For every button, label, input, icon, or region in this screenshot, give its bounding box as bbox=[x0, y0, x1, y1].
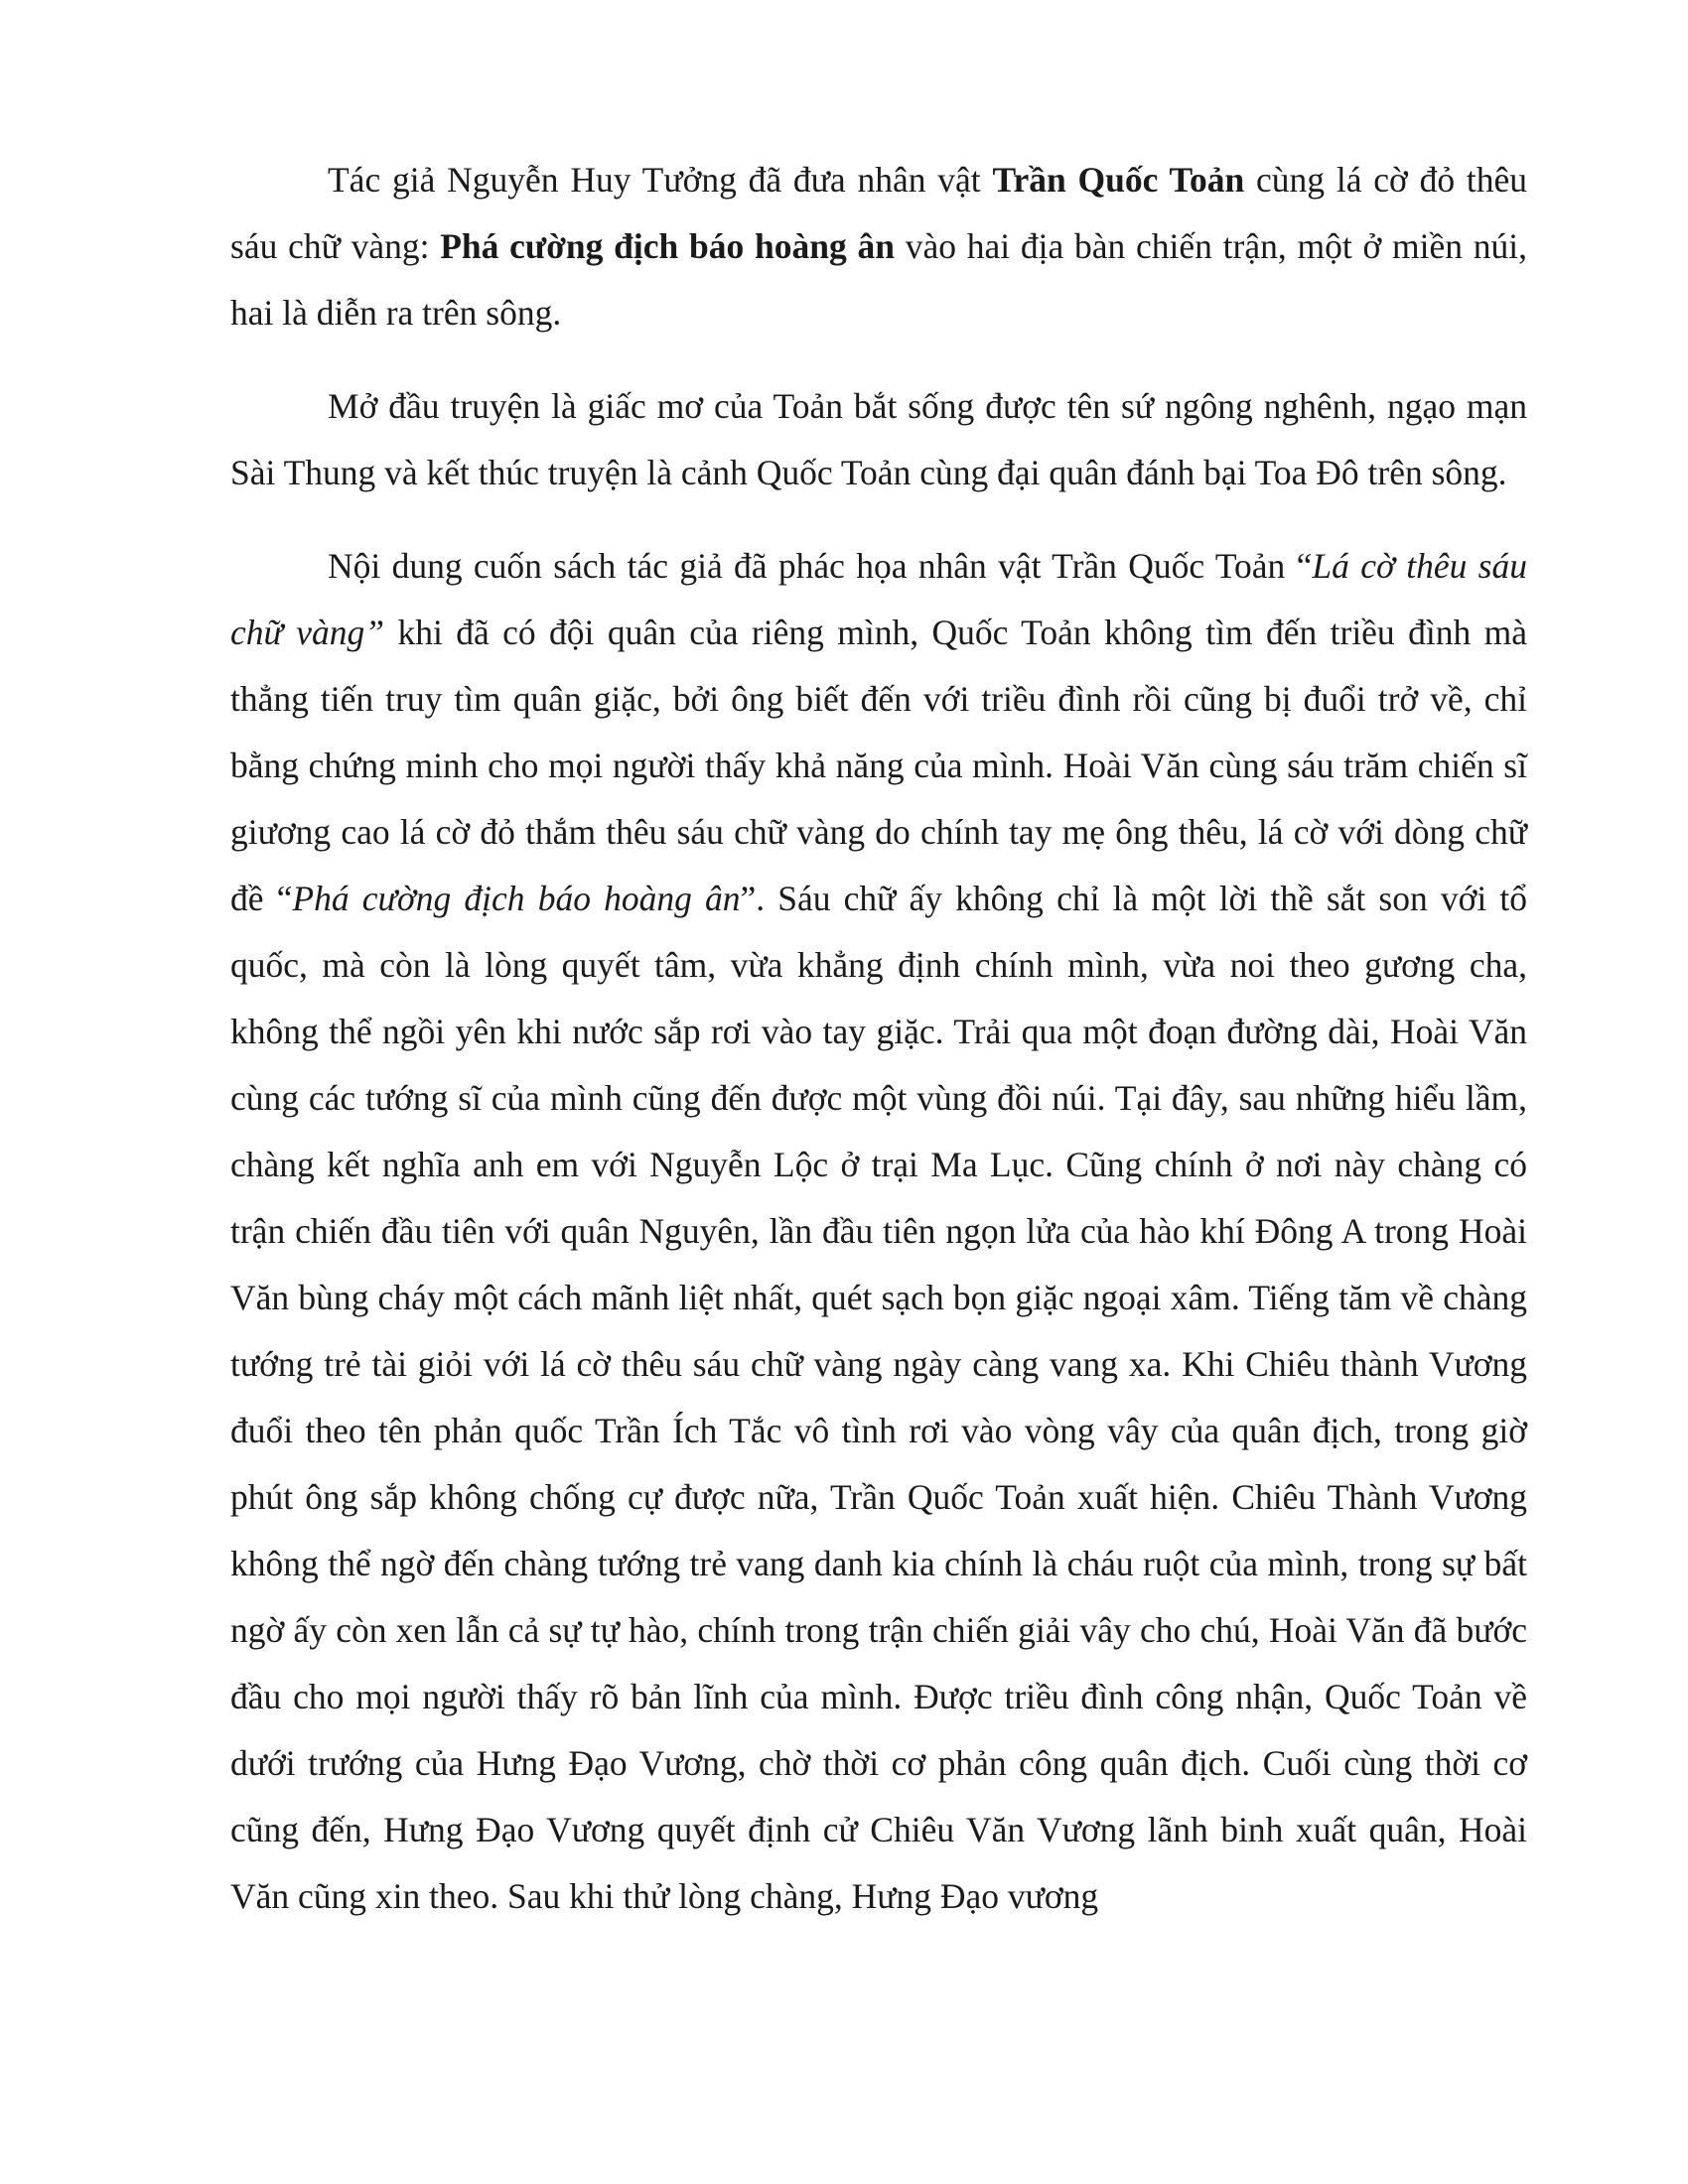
body-text: Tác giả Nguyễn Huy Tưởng đã đưa nhân vật bbox=[328, 160, 993, 200]
body-text: Nội dung cuốn sách tác giả đã phác họa nhân vật Trần Quốc Toản “ bbox=[328, 546, 1313, 586]
body-text: Mở đầu truyện là giấc mơ của Toản bắt sống được tên sứ ngông nghênh, ngạo mạn Sài Thung và kết thúc truyện là cảnh Quốc Toản cùng đại quân đánh bại Toa Đô trên sông. bbox=[230, 386, 1527, 492]
body-text: cùng lá cờ đỏ thêu sáu chữ vàng: bbox=[230, 160, 1527, 266]
document-page bbox=[230, 147, 1527, 1930]
paragraph bbox=[230, 373, 1527, 506]
italic-text: Phá cường địch báo hoàng ân bbox=[292, 879, 741, 918]
paragraph bbox=[230, 147, 1527, 346]
italic-text: Lá cờ thêu sáu chữ vàng” bbox=[230, 546, 1527, 652]
body-text: vào hai địa bàn chiến trận, một ở miền núi, hai là diễn ra trên sông. bbox=[230, 226, 1527, 333]
body-text: ”. Sáu chữ ấy không chỉ là một lời thề sắt son với tổ quốc, mà còn là lòng quyết tâm, vừa khẳng định chính mình, vừa noi theo gương cha, không thể ngồi yên khi nước sắp rơi vào tay giặc. Trải qua một đoạn đường dài, Hoài Văn cùng các tướng sĩ của mình cũng đến được một vùng đồi núi. Tại đây, sau những hiểu lầm, chàng kết nghĩa anh em với Nguyễn Lộc ở trại Ma Lục. Cũng chính ở nơi này chàng có trận chiến đầu tiên với quân Nguyên, lần đầu tiên ngọn lửa của hào khí Đông A trong Hoài Văn bùng cháy một cách mãnh liệt nhất, quét sạch bọn giặc ngoại xâm. Tiếng tăm về chàng tướng trẻ tài giỏi với lá cờ thêu sáu chữ vàng ngày càng vang xa. Khi Chiêu thành Vương đuổi theo tên phản quốc Trần Ích Tắc vô tình rơi vào vòng vây của quân địch, trong giờ phút ông sắp không chống cự được nữa, Trần Quốc Toản xuất hiện. Chiêu Thành Vương không thể ngờ đến chàng tướng trẻ vang danh kia chính là cháu ruột của mình, trong sự bất ngờ ấy còn xen lẫn cả sự tự hào, chính trong trận chiến giải vây cho chú, Hoài Văn đã bước đầu cho mọi người thấy rõ bản lĩnh của mình. Được triều đình công nhận, Quốc Toản về dưới trướng của Hưng Đạo Vương, chờ thời cơ phản công quân địch. Cuối cùng thời cơ cũng đến, Hưng Đạo Vương quyết định cử Chiêu Văn Vương lãnh binh xuất quân, Hoài Văn cũng xin theo. Sau khi thử lòng chàng, Hưng Đạo vương bbox=[230, 879, 1528, 1916]
paragraph bbox=[230, 533, 1527, 1930]
body-text: khi đã có đội quân của riêng mình, Quốc Toản không tìm đến triều đình mà thẳng tiến truy tìm quân giặc, bởi ông biết đến với triều đình rồi cũng bị đuổi trở về, chỉ bằng chứng minh cho mọi người thấy khả năng của mình. Hoài Văn cùng sáu trăm chiến sĩ giương cao lá cờ đỏ thắm thêu sáu chữ vàng do chính tay mẹ ông thêu, lá cờ với dòng chữ đề “ bbox=[230, 613, 1527, 918]
bold-text: Trần Quốc Toản bbox=[992, 160, 1245, 200]
bold-text: Phá cường địch báo hoàng ân bbox=[440, 226, 895, 266]
